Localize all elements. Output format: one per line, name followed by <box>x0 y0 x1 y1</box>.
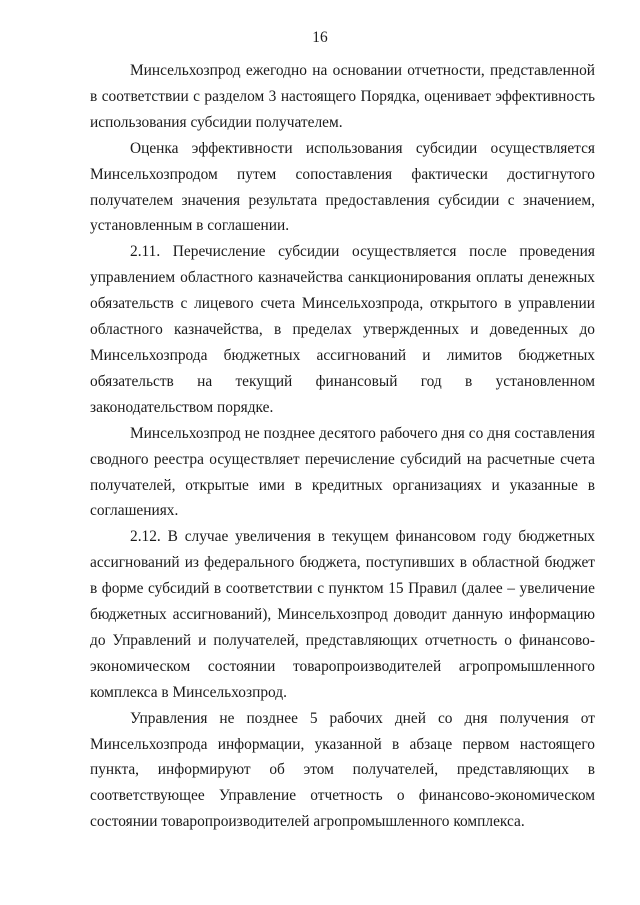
paragraph-departments-inform: Управления не позднее 5 рабочих дней со дня получения от Минсельхозпрода информации, указанной в абзаце первом настоящего пункта, информируют об этом получателей, представляющих в соответствующее Управление отчетность о финансово-экономическом состоянии товаропроизводителей агропромышленного комплекса. <box>90 709 595 831</box>
paragraph-evaluation-annual: Минсельхозпрод ежегодно на основании отчетности, представленной в соответствии с разделом 3 настоящего Порядка, оценивает эффективность использования субсидии получателем. <box>90 62 595 131</box>
paragraph-evaluation-method: Оценка эффективности использования субсидии осуществляется Минсельхозпродом путем сопоставления фактически достигнутого получателем значения результата предоставления субсидии с значением, установленным в соглашении. <box>90 139 595 235</box>
document-body <box>90 58 595 835</box>
paragraph-transfer-deadline: Минсельхозпрод не позднее десятого рабочего дня со дня составления сводного реестра осуществляет перечисление субсидий на расчетные счета получателей, открытые ими в кредитных организациях и указанные в соглашениях. <box>90 424 595 520</box>
paragraph-2-12-increase: 2.12. В случае увеличения в текущем финансовом году бюджетных ассигнований из федерального бюджета, поступивших в областной бюджет в форме субсидий в соответствии с пунктом 15 Правил (далее – увеличение бюджетных ассигнований), Минсельхозпрод доводит данную информацию до Управлений и получателей, представляющих отчетность о финансово-экономическом состоянии товаропроизводителей агропромышленного комплекса в Минсельхозпрод. <box>90 528 595 701</box>
page-number: 16 <box>312 29 328 46</box>
paragraph-2-11-transfer: 2.11. Перечисление субсидии осуществляется после проведения управлением областного казначейства санкционирования оплаты денежных обязательств с лицевого счета Минсельхозпрода, открытого в управлении областного казначейства, в пределах утвержденных и доведенных до Минсельхозпрода бюджетных ассигнований и лимитов бюджетных обязательств на текущий финансовый год в установленном законодательством порядке. <box>90 243 595 416</box>
